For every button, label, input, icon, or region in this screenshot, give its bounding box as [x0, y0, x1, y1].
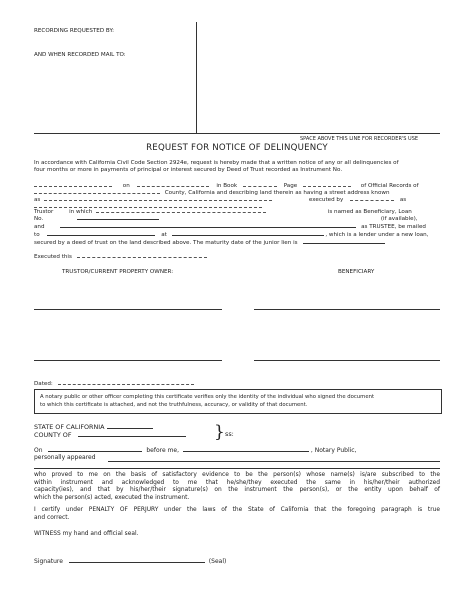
page-label: Page [283, 183, 298, 189]
no-label: No. [34, 216, 44, 222]
trustee-name-field[interactable] [60, 222, 356, 228]
notary-notice-line-2: to which this certificate is attached, and not the truthfulness, accuracy, or validity of that document. [40, 402, 308, 408]
dated-field[interactable] [58, 379, 194, 385]
personally-appeared-field-2[interactable] [34, 468, 440, 469]
trustor-owner-heading: TRUSTOR/CURRENT PROPERTY OWNER: [62, 269, 174, 275]
proved-paragraph [34, 472, 440, 502]
executed-by-label: executed by [308, 197, 344, 203]
dated-label: Dated: [34, 381, 53, 387]
maturity-date-field[interactable] [303, 238, 385, 244]
county-of-field[interactable] [78, 431, 186, 437]
recorder-space-caption: SPACE ABOVE THIS LINE FOR RECORDER'S USE [300, 136, 419, 142]
county-text: County, California and describing land therein as having a street address known [164, 190, 390, 196]
proved-line-3: capacity(ies), and that by his/her/their signature(s) on the instrument the person(s), or the entity upon behalf of [34, 487, 440, 493]
recorder-space-line [34, 133, 440, 134]
page-field[interactable] [303, 181, 351, 187]
official-records-label: of Official Records of [360, 183, 419, 189]
beneficiary-heading: BENEFICIARY [338, 269, 375, 275]
in-book-label: in Book [216, 183, 238, 189]
named-beneficiary-label: is named as Beneficiary, Loan [327, 209, 412, 215]
loan-no-field[interactable] [77, 214, 159, 220]
county-of [34, 431, 186, 439]
personally-appeared-field[interactable] [108, 461, 440, 462]
county-of-label: COUNTY OF [34, 431, 72, 439]
seal-label: (Seal) [208, 558, 227, 565]
as-label: as [34, 197, 41, 203]
ss-label: ss: [225, 430, 234, 438]
notary-signature-field[interactable] [69, 557, 205, 563]
in-which-label: in which [69, 209, 93, 215]
notary-notice-box [34, 389, 442, 414]
recording-requested-by-label: RECORDING REQUESTED BY: [34, 28, 114, 34]
to-label: to [34, 232, 40, 238]
if-available-label: (if available), [380, 216, 418, 222]
state-of-label: STATE OF CALIFORNIA [34, 423, 105, 431]
certify-line-2: and correct. [34, 514, 70, 521]
as-label-2: as [399, 197, 407, 203]
notary-public-label: , Notary Public, [310, 447, 357, 454]
mail-to-name-field[interactable] [47, 230, 155, 236]
witness-line: WITNESS my hand and official seal. [34, 531, 139, 537]
executed-this-line [34, 252, 207, 261]
certify-line-1: I certify under PENALTY OF PERJURY under the laws of the State of California that the foregoing paragraph is true [34, 507, 440, 513]
personally-appeared-label: personally appeared [34, 454, 96, 461]
dated-line [34, 379, 194, 388]
executed-date-field[interactable] [77, 252, 207, 258]
certify-paragraph [34, 507, 440, 522]
lender-clause: , which is a lender under a new loan, [325, 232, 429, 238]
mail-to-address-field[interactable] [172, 230, 324, 236]
proved-line-1: who proved to me on the basis of satisfactory evidence to be the person(s) whose name(s) is/are subscribed to the [34, 472, 440, 478]
executed-this-label: Executed this [34, 254, 72, 260]
brace-icon: } [214, 422, 225, 442]
street-address-field[interactable] [44, 195, 272, 201]
county-field[interactable] [34, 188, 160, 194]
as-trustee-label: as TRUSTEE, be mailed [361, 224, 426, 230]
header-vertical-divider [196, 22, 197, 133]
para-line-2: four months or more in payments of principal or interest secured by Deed of Trust recorded as Instrument No. [34, 167, 343, 174]
beneficiary-signature-line-1[interactable] [254, 309, 440, 310]
state-of-california [34, 423, 153, 431]
before-me-line [34, 446, 356, 454]
recorded-date-field[interactable] [137, 181, 209, 187]
on-date-label: On [34, 447, 43, 454]
state-field[interactable] [107, 423, 153, 429]
trustor-signature-line-1[interactable] [34, 309, 222, 310]
personally-appeared-line [34, 454, 96, 461]
secured-text: secured by a deed of trust on the land described above. The maturity date of the junior lien is [34, 240, 298, 246]
request-paragraph [34, 160, 440, 174]
proved-line-2: within instrument and acknowledged to me that he/she/they executed the same in his/her/their authorized [34, 479, 440, 486]
notary-signature-line [34, 557, 226, 565]
signature-label: Signature [34, 558, 63, 565]
notary-name-field[interactable] [183, 446, 309, 452]
and-label: and [34, 224, 45, 230]
when-recorded-mail-to-label: AND WHEN RECORDED MAIL TO: [34, 52, 126, 58]
instrument-no-field[interactable] [34, 181, 112, 187]
para-line-1: In accordance with California Civil Code Section 2924e, request is hereby made that a written notice of any or all delinquencies of [34, 160, 399, 166]
executed-by-field[interactable] [350, 195, 394, 201]
notary-date-field[interactable] [48, 446, 142, 452]
proved-line-4: which the person(s) acted, executed the instrument. [34, 494, 190, 501]
book-field[interactable] [243, 181, 277, 187]
trustor-signature-line-2[interactable] [34, 360, 222, 361]
form-title: REQUEST FOR NOTICE OF DELINQUENCY [146, 143, 328, 153]
secured-line [34, 238, 440, 247]
on-label: on [122, 183, 130, 189]
notary-notice-line-1: A notary public or other officer completing this certificate verifies only the identity of the individual who signed the document [40, 394, 375, 400]
beneficiary-name-field[interactable] [96, 207, 266, 213]
before-me-label: before me, [146, 447, 180, 454]
trustor-label: Trustor [34, 209, 54, 215]
at-label: at [161, 232, 167, 238]
beneficiary-signature-line-2[interactable] [254, 360, 440, 361]
